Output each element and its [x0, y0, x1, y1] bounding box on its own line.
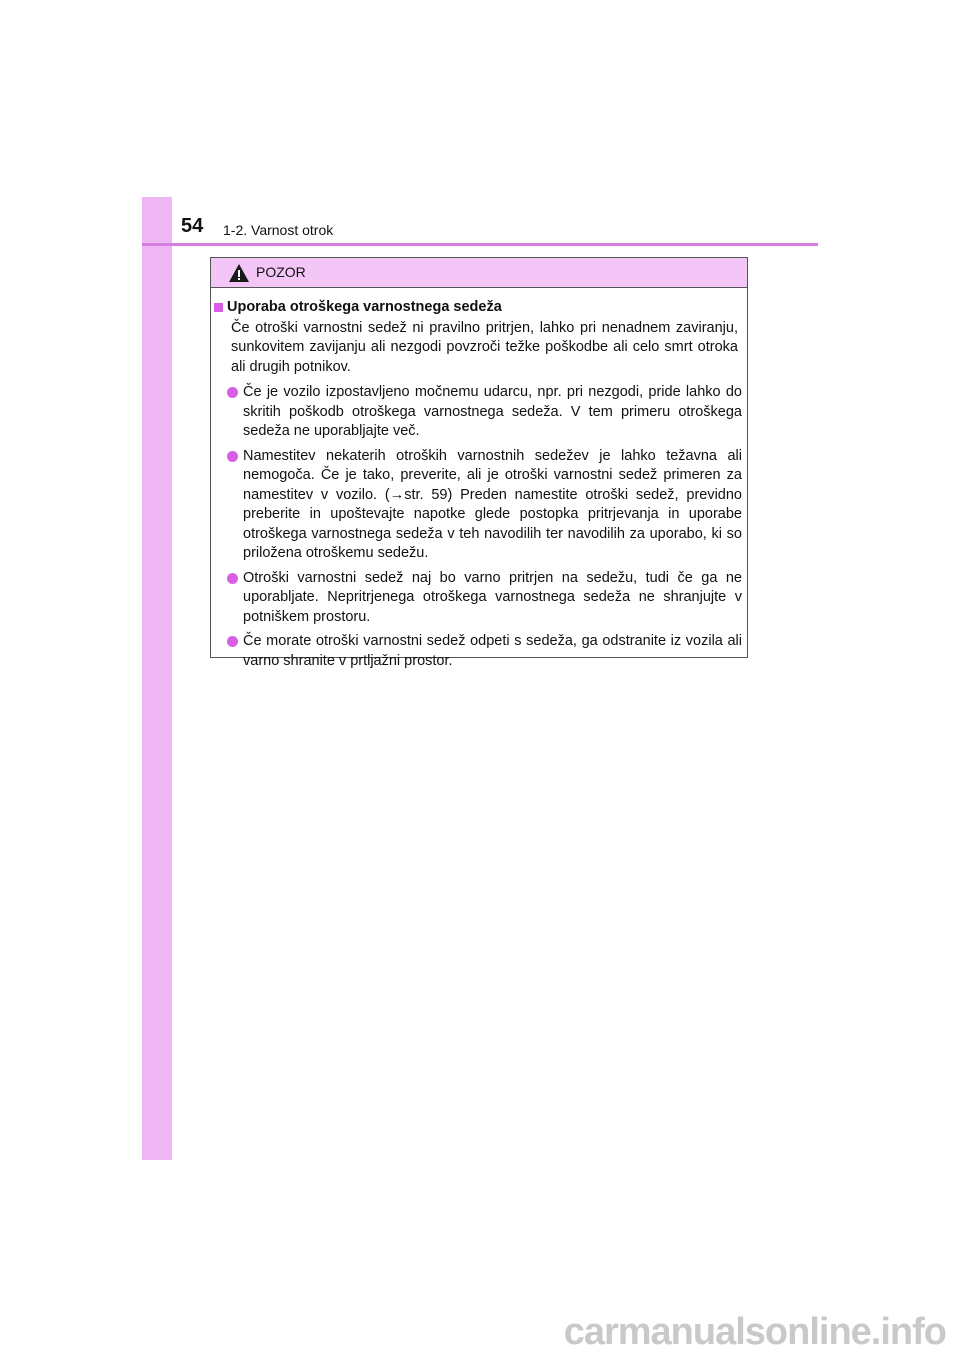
section-title: 1-2. Varnost otrok	[223, 222, 334, 238]
caution-heading-text: Uporaba otroškega varnostnega sedeža	[227, 299, 502, 315]
list-item	[243, 632, 742, 671]
header-rule	[142, 243, 818, 246]
list-item-text: Če je vozilo izpostavljeno močnemu udarcu, npr. pri nezgodi, pride lahko do skritih poškodb otroškega varnostnega sedeža. V tem primeru otroškega sedeža ne uporabljajte več.	[243, 384, 742, 439]
bullet-dot-icon	[227, 387, 238, 398]
caution-header	[211, 258, 747, 288]
page-number: 54	[181, 215, 204, 237]
bullet-dot-icon	[227, 573, 238, 584]
caution-intro: Če otroški varnostni sedež ni pravilno pritrjen, lahko pri nenadnem zaviranju, sunkovitem zavijanju ali nezgodi povzroči težke poškodbe ali celo smrt otroka ali drugih potnikov.	[231, 319, 738, 375]
caution-box	[210, 257, 748, 669]
chapter-side-tab	[142, 197, 172, 1160]
warning-triangle-icon	[228, 263, 250, 283]
list-item-text: Namestitev nekaterih otroških varnostnih sedežev je lahko težavna ali nemogoča. Če je tako, preverite, ali je otroški varnostni sedež primeren za namestitev v vozilo. (→str. 59) Preden namestite otroški sedež, previdno preberite in upoštevajte napotke glede postopka pritrjevanja in uporabe otroškega varnostnega sedeža v teh navodilih ter navodilih za uporabo, ki so priložena otroškemu sedežu.	[243, 447, 742, 561]
square-bullet-icon	[214, 303, 223, 312]
site-watermark: carmanualsonline.info	[563, 1311, 946, 1353]
list-item	[243, 383, 742, 442]
caution-heading	[211, 298, 747, 318]
list-item-text: Otroški varnostni sedež naj bo varno pritrjen na sedežu, tudi če ga ne uporabljate. Nepritrjenega otroškega varnostnega sedeža ne shranjujte v potniškem prostoru.	[243, 569, 742, 625]
list-item-text: Če morate otroški varnostni sedež odpeti s sedeža, ga odstranite iz vozila ali varno shranite v prtljažni prostor.	[243, 633, 742, 669]
caution-label: POZOR	[256, 264, 306, 280]
caution-body	[211, 298, 747, 676]
list-item	[243, 569, 742, 628]
bullet-dot-icon	[227, 451, 238, 462]
bullet-dot-icon	[227, 636, 238, 647]
list-item	[243, 447, 742, 564]
